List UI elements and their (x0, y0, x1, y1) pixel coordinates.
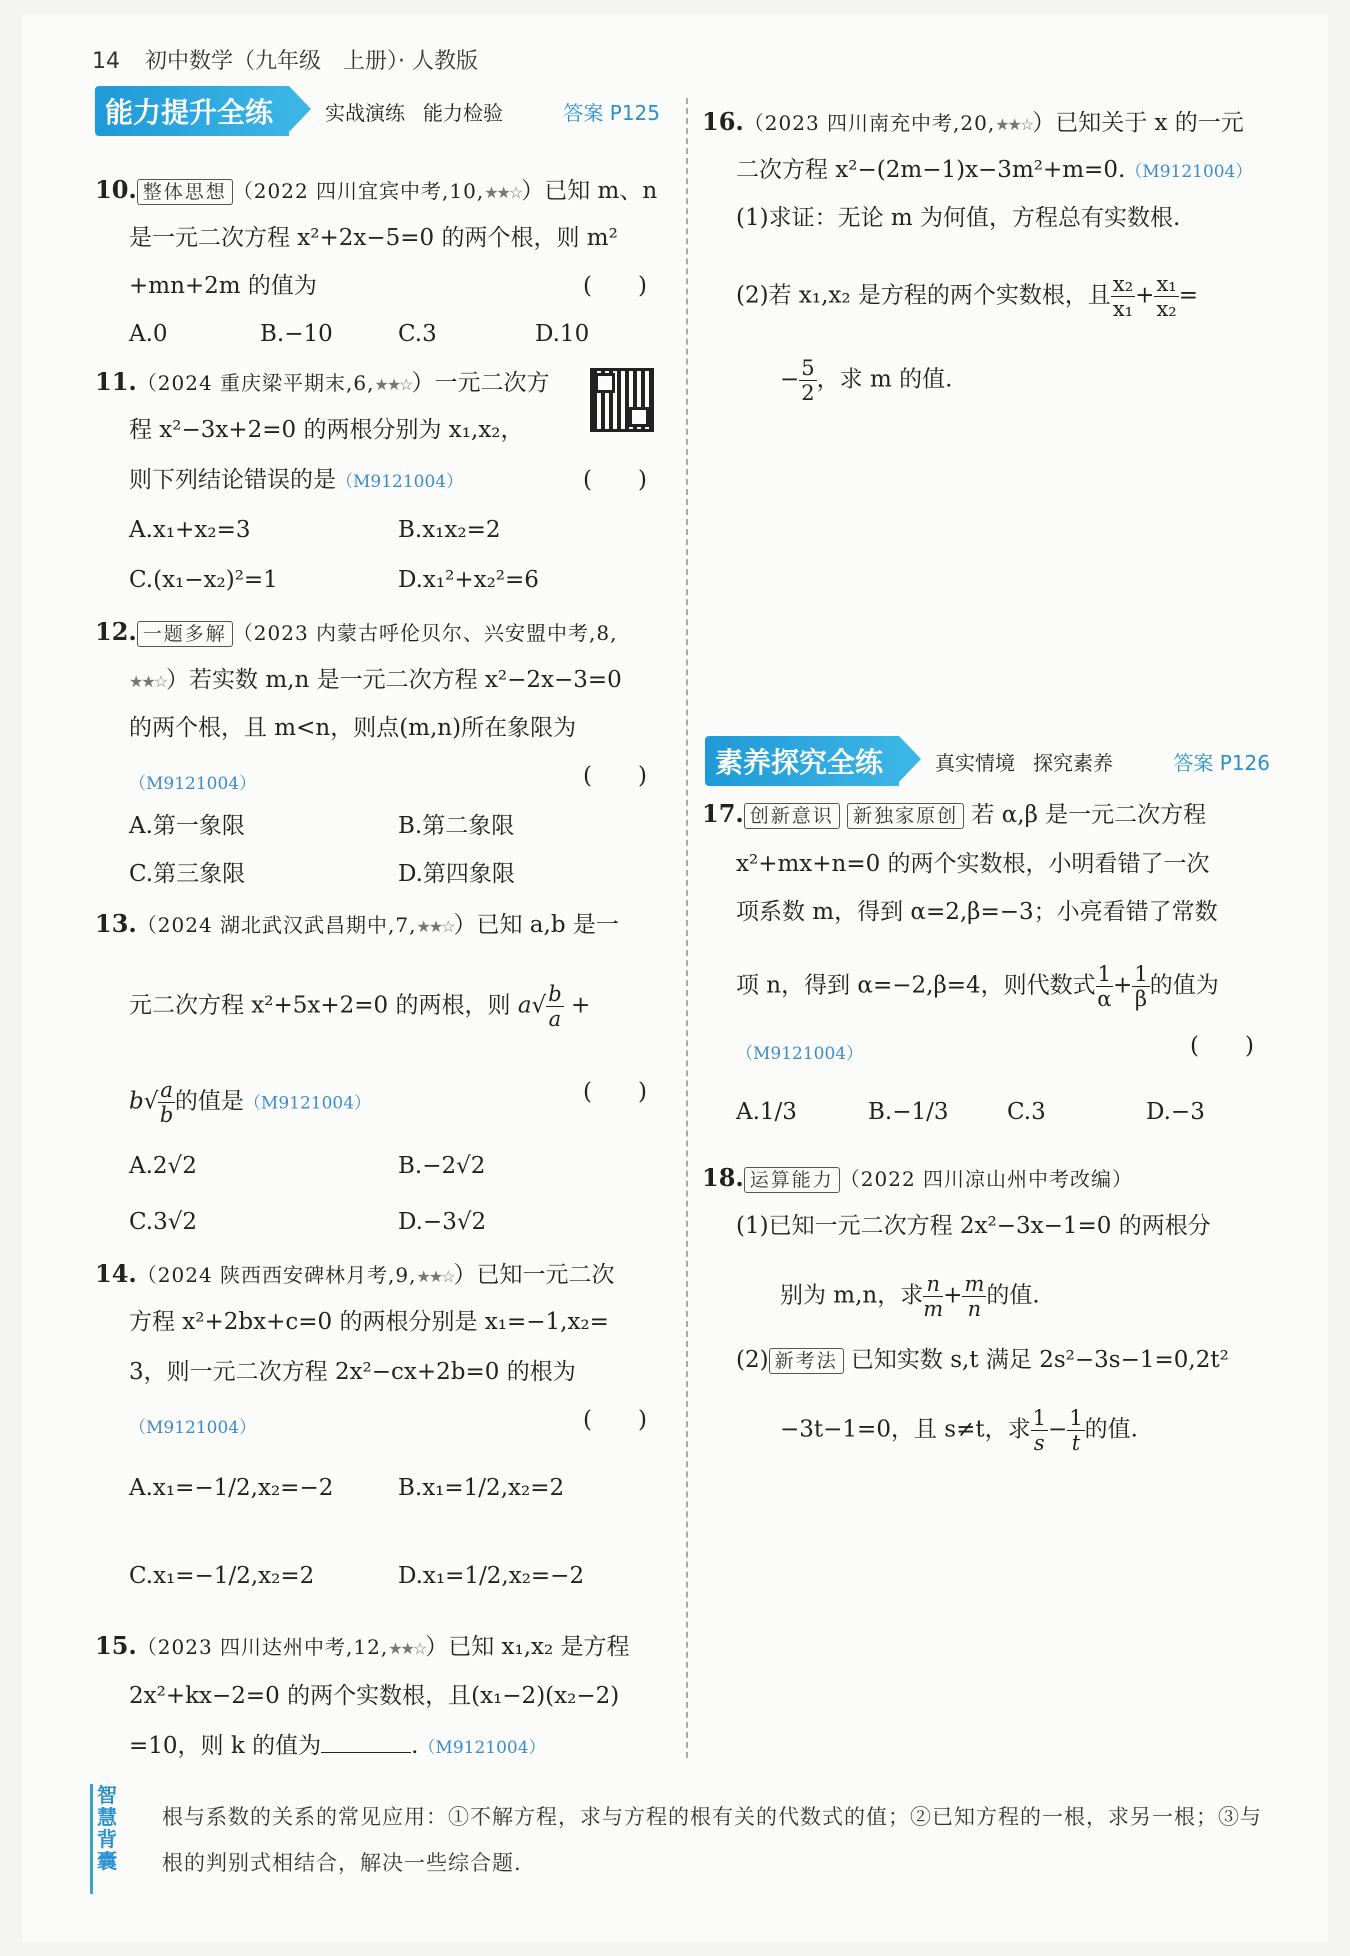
q16-text: ）已知关于 x 的一元 (1032, 110, 1244, 136)
code-text: M9121004 (435, 1738, 529, 1758)
section-banner-ability (95, 86, 660, 136)
fraction: $\frac{1}{\alpha}$ (1097, 962, 1112, 1011)
fraction: $\frac{a}{b}$ (159, 1078, 174, 1127)
q10-source: （2022 四川宜宾中考,10, (232, 179, 485, 203)
q16-part2: (2)若 x₁,x₂ 是方程的两个实数根，且 $\frac{\text{x₂}}{\text{x₁}}$ + $\frac{\text{x₁}}{\text{x₂}}$ = (736, 272, 1198, 321)
q14-code: （M9121004） (129, 1418, 257, 1438)
q14-line3: 3，则一元二次方程 2x²−cx+2b=0 的根为 (129, 1359, 576, 1385)
option-a: A.x₁=−1/2,x₂=−2 (129, 1475, 334, 1501)
q18-text-p2: (2) (736, 1347, 769, 1373)
q16-number: 16. (702, 107, 744, 136)
q10-tag: 整体思想 (137, 179, 233, 205)
q16-line2 (736, 156, 1252, 186)
page-header (92, 44, 478, 75)
q11-line3 (129, 466, 463, 496)
section-banner-literacy (705, 736, 1270, 786)
option-c: C.x₁=−1/2,x₂=2 (129, 1563, 315, 1589)
q16-line1 (702, 108, 1244, 139)
banner-tag: 能力提升全练 (95, 86, 289, 136)
q12-code: （M9121004） (129, 774, 257, 794)
q18-text-p1b: 别为 m,n，求 (780, 1282, 924, 1309)
q14-source: （2024 陕西西安碑林月考,9, (136, 1263, 417, 1287)
q17-line1 (702, 800, 1206, 829)
option-c: C.3 (398, 321, 437, 347)
q15-number: 15. (95, 1631, 137, 1660)
option-c: C.3√2 (129, 1209, 198, 1235)
q15-line2: 2x²+kx−2=0 的两个实数根，且(x₁−2)(x₂−2) (129, 1683, 620, 1709)
option-a: A.1/3 (736, 1099, 797, 1125)
banner-sub2: 探究素养 (1033, 750, 1114, 775)
qr-code-icon[interactable] (590, 368, 654, 432)
difficulty-stars-icon: ★★☆ (995, 115, 1033, 134)
banner-sub1: 实战演练 (325, 100, 406, 125)
code-text: M9121004 (1142, 162, 1236, 182)
q17-number: 17. (702, 799, 744, 828)
q12-tag: 一题多解 (137, 621, 233, 647)
q17-line4: 项 n，得到 α=−2,β=4，则代数式 $\frac{1}{\alpha}$ + $\frac{1}{\beta}$ 的值为 (736, 962, 1219, 1011)
q16-text2: 二次方程 x²−(2m−1)x−3m²+m=0. (736, 157, 1126, 183)
q16-part2-cont: − $\frac{5}{2}$ ，求 m 的值. (780, 356, 953, 405)
q16-source: （2023 四川南充中考,20, (743, 111, 996, 135)
answer-ref: 答案 P126 (1173, 750, 1270, 775)
q11-code: （M9121004） (336, 472, 464, 492)
code-text: M9121004 (753, 1044, 847, 1064)
q18-part2-cont: −3t−1=0，且 s≠t，求 $\frac{1}{s}$ − $\frac{1}{t}$ 的值. (780, 1406, 1138, 1455)
banner-sub2: 能力检验 (423, 100, 504, 125)
banner-sub1: 真实情境 (935, 750, 1016, 775)
q12-line1 (95, 618, 617, 647)
q17-tag1: 创新意识 (744, 803, 840, 829)
difficulty-stars-icon: ★★☆ (374, 375, 412, 394)
fraction: $\frac{\text{x₂}}{\text{x₁}}$ (1112, 272, 1134, 321)
book-title: 初中数学（九年级 上册）· 人教版 (145, 49, 478, 74)
q18-source: （2022 四川凉山州中考改编） (839, 1167, 1134, 1191)
q14-line1 (95, 1260, 615, 1291)
q12-line2 (129, 666, 622, 696)
q14-number: 14. (95, 1259, 137, 1288)
q13-text: ）已知 a,b 是一 (453, 912, 619, 938)
fraction: $\frac{n}{m}$ (923, 1272, 944, 1321)
option-a: A.x₁+x₂=3 (129, 517, 251, 543)
difficulty-stars-icon: ★★☆ (484, 183, 522, 202)
code-text: M9121004 (146, 774, 240, 794)
difficulty-stars-icon: ★★☆ (416, 1267, 454, 1286)
option-d: D.第四象限 (398, 861, 515, 887)
q10-line3: +mn+2m 的值为 (129, 273, 317, 299)
banner-tag: 素养探究全练 (705, 736, 899, 786)
q14-line2: 方程 x²+2bx+c=0 的两根分别是 x₁=−1,x₂= (129, 1309, 609, 1335)
footer-side-label: 智慧背囊 (90, 1784, 121, 1894)
q16-code: （M9121004） (1125, 162, 1253, 182)
q11-text: ）一元二次方 (411, 370, 550, 396)
answer-paren: ( ) (583, 273, 647, 299)
option-c: C.(x₁−x₂)²=1 (129, 567, 278, 593)
option-b: B.−2√2 (398, 1153, 486, 1179)
code-text: M9121004 (146, 1418, 240, 1438)
q14-text: ）已知一元二次 (453, 1262, 615, 1288)
fraction: $\frac{b}{a}$ (548, 982, 562, 1031)
answer-blank[interactable] (321, 1752, 411, 1753)
q13-number: 13. (95, 909, 137, 938)
answer-paren: ( ) (583, 763, 647, 789)
q11-line1 (95, 368, 550, 399)
q10-text: ）已知 m、n (521, 178, 658, 204)
difficulty-stars-icon: ★★☆ (416, 917, 454, 936)
fraction: $\frac{\text{x₁}}{\text{x₂}}$ (1156, 272, 1177, 321)
q13-text2: 元二次方程 x²+5x+2=0 的两根，则 (129, 992, 511, 1019)
q18-tag: 运算能力 (744, 1167, 840, 1193)
option-d: D.10 (535, 321, 590, 347)
difficulty-stars-icon: ★★☆ (129, 672, 167, 691)
q18-text-p1c: 的值. (986, 1282, 1040, 1309)
code-text: M9121004 (260, 1093, 355, 1114)
q15-text3: =10，则 k 的值为 (129, 1733, 322, 1759)
option-b: B.第二象限 (398, 813, 515, 839)
q16-part1: (1)求证：无论 m 为何值，方程总有实数根. (736, 205, 1181, 231)
q11-source: （2024 重庆梁平期末,6, (136, 371, 375, 395)
q12-number: 12. (95, 617, 137, 646)
fraction: $\frac{1}{t}$ (1069, 1406, 1083, 1455)
fraction: $\frac{1}{\beta}$ (1134, 962, 1148, 1011)
option-d: D.−3 (1146, 1099, 1205, 1125)
option-a: A.第一象限 (129, 813, 245, 839)
q12-source: （2023 内蒙古呼伦贝尔、兴安盟中考,8, (232, 621, 618, 645)
page-number: 14 (92, 49, 120, 74)
q13-line2: 元二次方程 x²+5x+2=0 的两根，则 a√ $\frac{b}{a}$ + (129, 982, 591, 1031)
q18-part1-cont: 别为 m,n，求 $\frac{n}{m}$ + $\frac{m}{n}$ 的值. (780, 1272, 1040, 1321)
option-b: B.x₁=1/2,x₂=2 (398, 1475, 565, 1501)
option-c: C.第三象限 (129, 861, 246, 887)
q12-text: ）若实数 m,n 是一元二次方程 x²−2x−3=0 (166, 667, 622, 693)
q10-number: 10. (95, 175, 137, 204)
answer-paren: ( ) (1190, 1033, 1254, 1059)
q15-source: （2023 四川达州中考,12, (136, 1635, 389, 1659)
q15-text: ）已知 x₁,x₂ 是方程 (425, 1634, 630, 1660)
q10-line1 (95, 176, 657, 207)
option-a: A.2√2 (129, 1153, 197, 1179)
q13-line3: b√ $\frac{a}{b}$ 的值是（M9121004） (129, 1078, 372, 1127)
q11-number: 11. (95, 367, 137, 396)
fraction: $\frac{m}{n}$ (964, 1272, 985, 1321)
q10-line2: 是一元二次方程 x²+2x−5=0 的两个根，则 m² (129, 225, 618, 251)
option-d: D.x₁=1/2,x₂=−2 (398, 1563, 585, 1589)
option-c: C.3 (1007, 1099, 1046, 1125)
q17-line2: x²+mx+n=0 的两个实数根，小明看错了一次 (736, 851, 1210, 877)
q17-code: （M9121004） (736, 1044, 864, 1064)
fraction: $\frac{5}{2}$ (801, 356, 815, 405)
q16-text-p3: ，求 m 的值. (816, 366, 953, 393)
code-text: M9121004 (353, 472, 447, 492)
option-b: B.x₁x₂=2 (398, 517, 501, 543)
q17-text4: 项 n，得到 α=−2,β=4，则代数式 (736, 972, 1096, 999)
option-b: B.−1/3 (868, 1099, 949, 1125)
answer-paren: ( ) (583, 1407, 647, 1433)
footer-text: 根与系数的关系的常见应用：①不解方程，求与方程的根有关的代数式的值；②已知方程的一根，求另一根；③与根的判别式相结合，解决一些综合题. (162, 1805, 1262, 1875)
q18-line1 (702, 1164, 1133, 1193)
answer-paren: ( ) (583, 467, 647, 493)
q15-line1 (95, 1632, 630, 1663)
q17-text4b: 的值为 (1149, 972, 1219, 999)
q18-text-p2c: −3t−1=0，且 s≠t，求 (780, 1416, 1031, 1443)
difficulty-stars-icon: ★★☆ (388, 1639, 426, 1658)
option-d: D.x₁²+x₂²=6 (398, 567, 539, 593)
option-a: A.0 (129, 321, 168, 347)
fraction: $\frac{1}{s}$ (1032, 1406, 1046, 1455)
q13-source: （2024 湖北武汉武昌期中,7, (136, 913, 417, 937)
q13-code: （M9121004） (243, 1093, 372, 1114)
option-d: D.−3√2 (398, 1209, 487, 1235)
q13-line1 (95, 910, 619, 941)
q18-part2 (736, 1346, 1229, 1374)
q17-tag2: 新独家原创 (847, 803, 964, 829)
q11-line2: 程 x²−3x+2=0 的两根分别为 x₁,x₂， (129, 417, 524, 443)
q18-number: 18. (702, 1163, 744, 1192)
q15-line3: =10，则 k 的值为 .（M9121004） (129, 1733, 546, 1759)
q15-code: （M9121004） (418, 1738, 546, 1758)
option-b: B.−10 (260, 321, 333, 347)
q12-line3: 的两个根，且 m<n，则点(m,n)所在象限为 (129, 715, 577, 741)
answer-paren: ( ) (583, 1079, 647, 1105)
column-divider (686, 98, 688, 1758)
q18-part1: (1)已知一元二次方程 2x²−3x−1=0 的两根分 (736, 1213, 1211, 1239)
q17-line3: 项系数 m，得到 α=2,β=−3；小亮看错了常数 (736, 899, 1218, 925)
q11-text3: 则下列结论错误的是 (129, 467, 336, 493)
q18-text-p2b: 已知实数 s,t 满足 2s²−3s−1=0,2t² (850, 1347, 1229, 1373)
q13-text3: 的值是 (174, 1088, 244, 1115)
q17-text: 若 α,β 是一元二次方程 (971, 802, 1207, 828)
q16-text-p2: (2)若 x₁,x₂ 是方程的两个实数根，且 (736, 282, 1111, 309)
q18-tag2: 新考法 (769, 1348, 844, 1374)
answer-ref: 答案 P125 (563, 100, 660, 125)
q18-text-p2d: 的值. (1084, 1416, 1138, 1443)
